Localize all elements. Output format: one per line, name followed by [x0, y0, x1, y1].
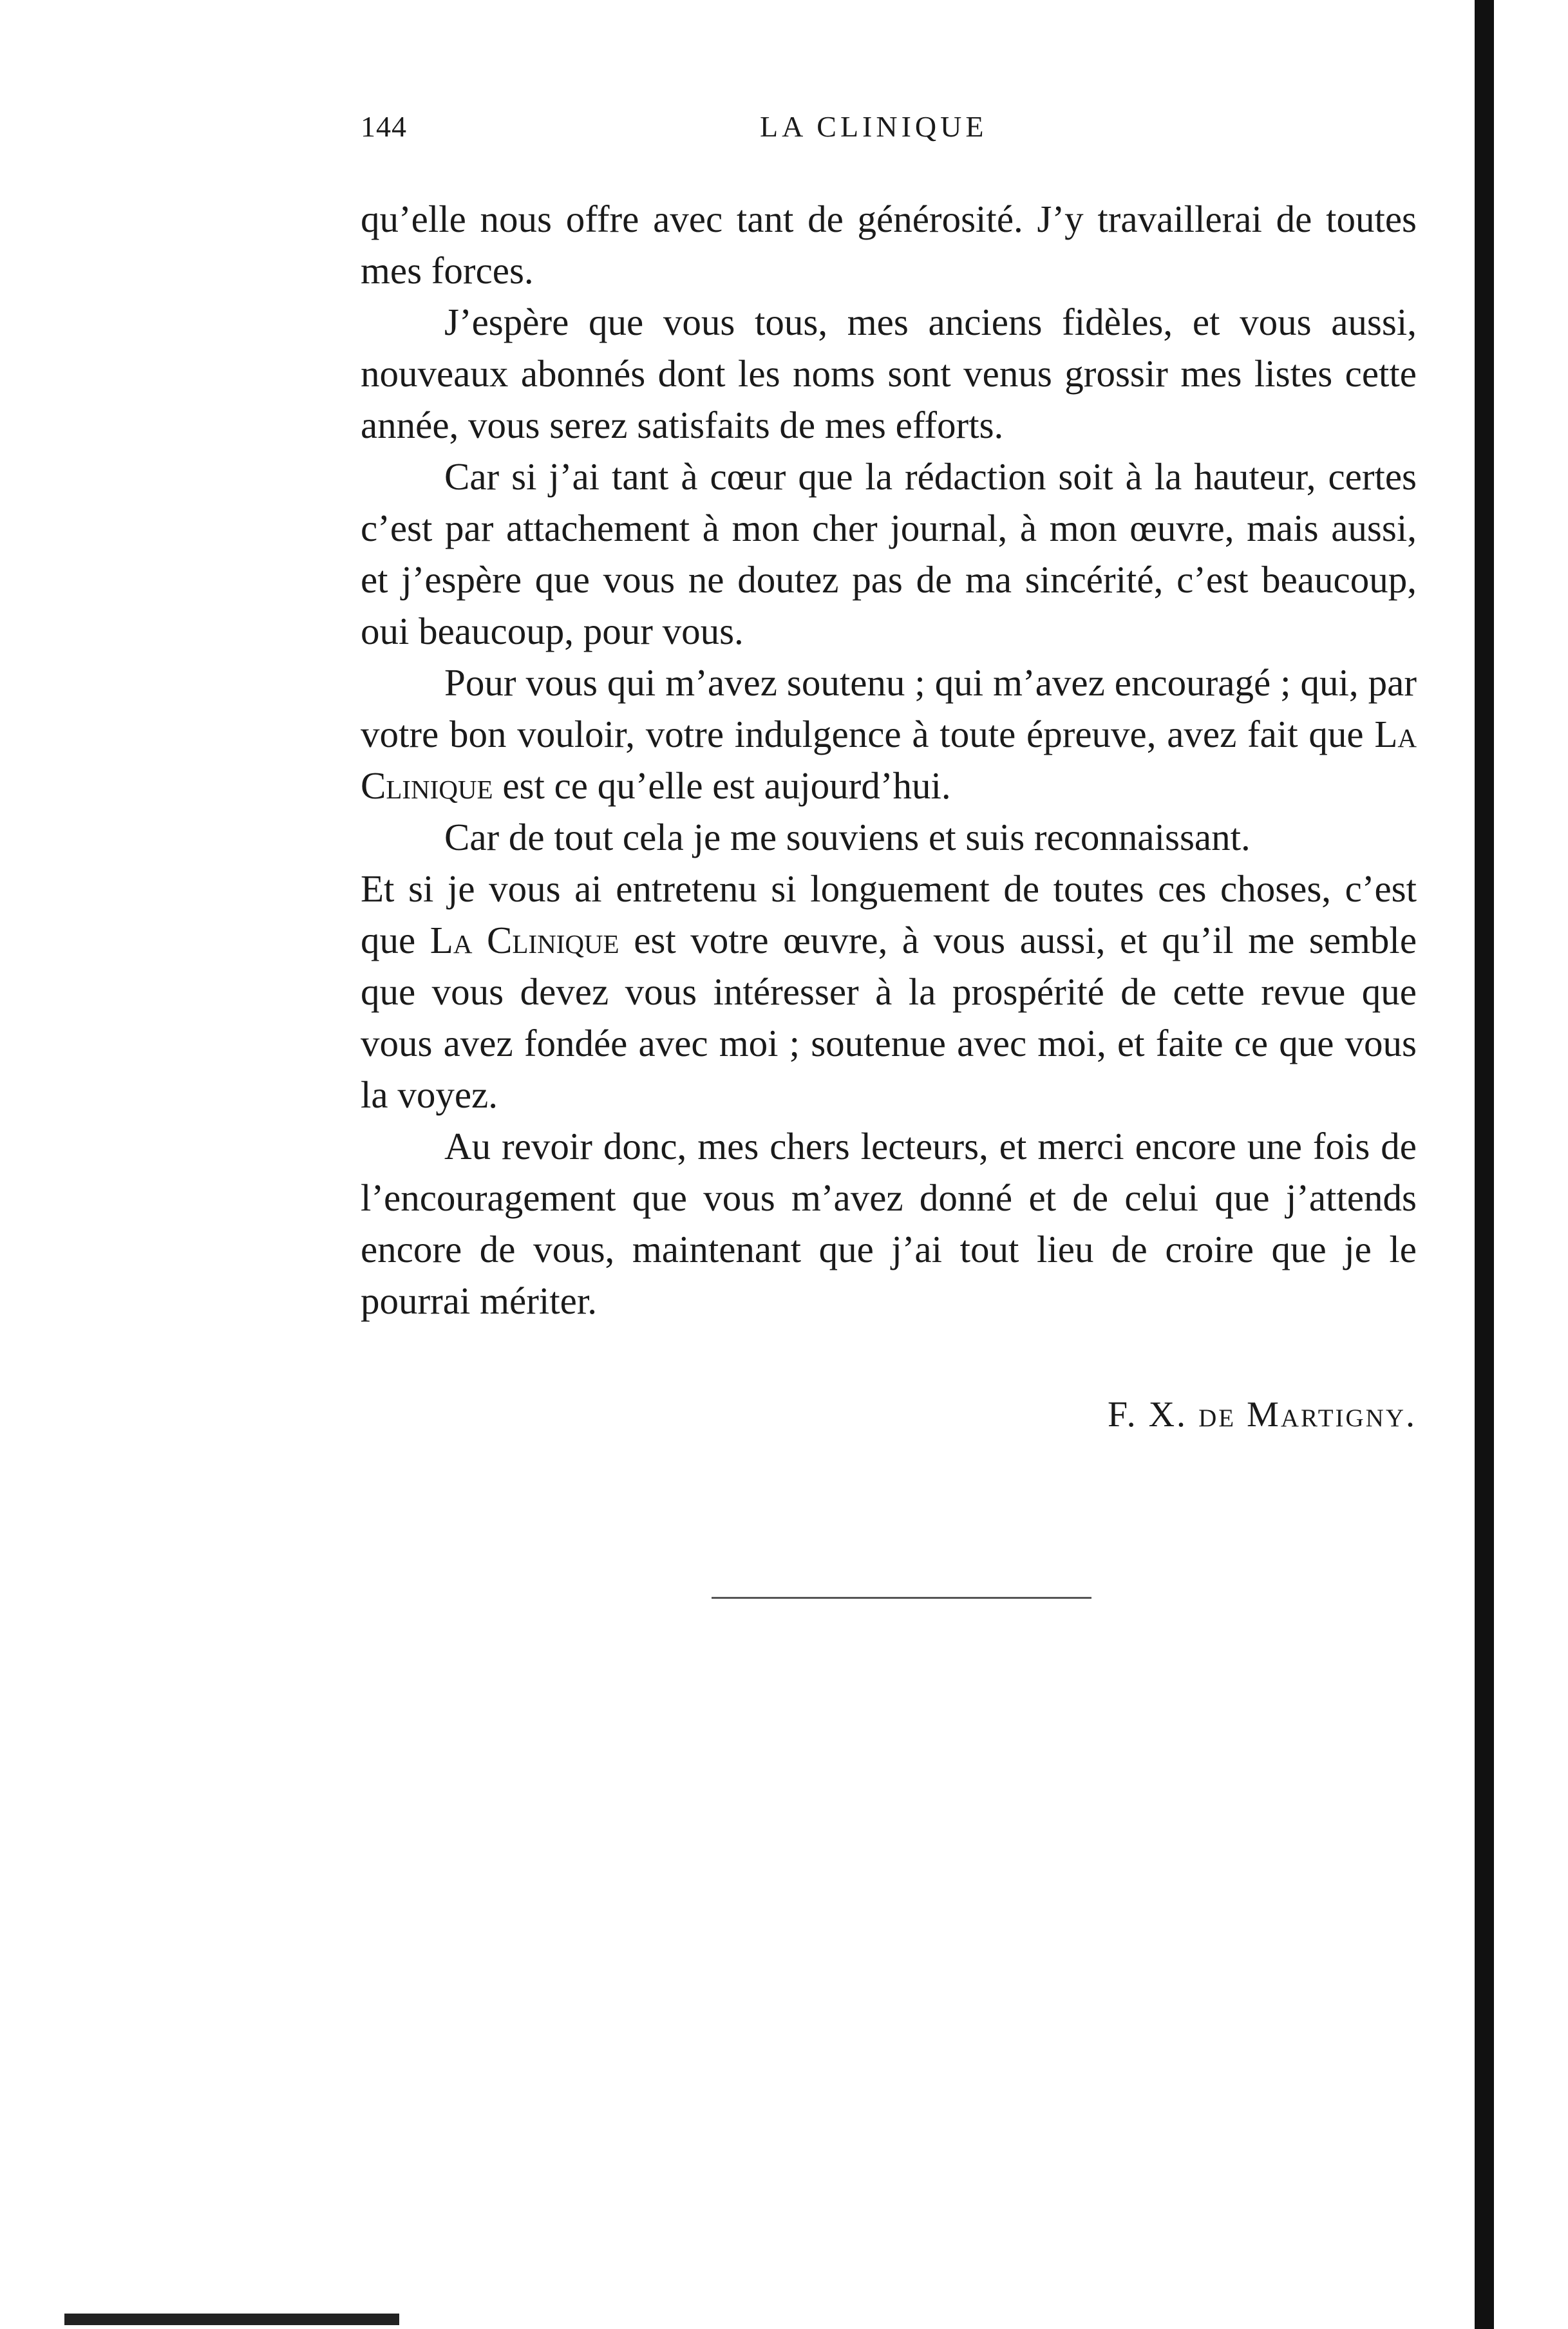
running-head	[361, 109, 1417, 161]
paragraph-6	[361, 863, 1417, 1120]
end-rule	[712, 1597, 1091, 1599]
paragraph-6-start: Et si je vous ai entretenu si longuement de toutes ces choses, c’est que	[361, 867, 1417, 961]
signature	[361, 1394, 1417, 1435]
paragraph-4-end: est ce qu’elle est aujourd’hui.	[502, 764, 951, 807]
paragraph-5: Car de tout cela je me souviens et suis reconnaissant.	[444, 816, 1251, 858]
signature-surname: Martigny.	[1247, 1395, 1417, 1435]
page-number: 144	[361, 110, 407, 143]
running-title: LA CLINIQUE	[760, 110, 988, 143]
paragraph-6-end: est votre œuvre, à vous aussi, et qu’il me semble que vous devez vous intéresser à la prospérité de cette revue que vous avez fondée avec moi ; soutenue avec moi, et faite ce que vous la voyez.	[361, 919, 1417, 1116]
journal-name: La Clinique	[430, 919, 619, 961]
signature-particle: de	[1198, 1395, 1236, 1435]
body-text	[361, 193, 1417, 1326]
paragraph-7: Au revoir donc, mes chers lecteurs, et merci encore une fois de l’encouragement que vous m’avez donné et de celui que j’attends encore de vous, maintenant que j’ai tout lieu de croire que je le pourrai mériter.	[361, 1125, 1417, 1322]
paragraph-4	[361, 657, 1417, 811]
paragraph-3: Car si j’ai tant à cœur que la rédaction soit à la hauteur, certes c’est par attachement à mon cher journal, à mon œuvre, mais aussi, et j’espère que vous ne doutez pas de ma sincérité, c’est beaucoup, oui beaucoup, pour vous.	[361, 455, 1417, 652]
page-edge-shadow	[1475, 0, 1494, 2329]
journal-name: La Clinique	[361, 713, 1417, 807]
paragraph-1: qu’elle nous offre avec tant de générosité. J’y travaillerai de toutes mes forces.	[361, 198, 1417, 292]
bottom-edge-shadow	[64, 2314, 399, 2325]
paragraph-2: J’espère que vous tous, mes anciens fidèles, et vous aussi, nouveaux abonnés dont les noms sont venus grossir mes listes cette année, vous serez satisfaits de mes efforts.	[361, 301, 1417, 446]
paragraph-4-start: Pour vous qui m’avez soutenu ; qui m’avez encouragé ; qui, par votre bon vouloir, votre indulgence à toute épreuve, avez fait que	[361, 661, 1417, 755]
signature-initials: F. X.	[1107, 1395, 1188, 1435]
